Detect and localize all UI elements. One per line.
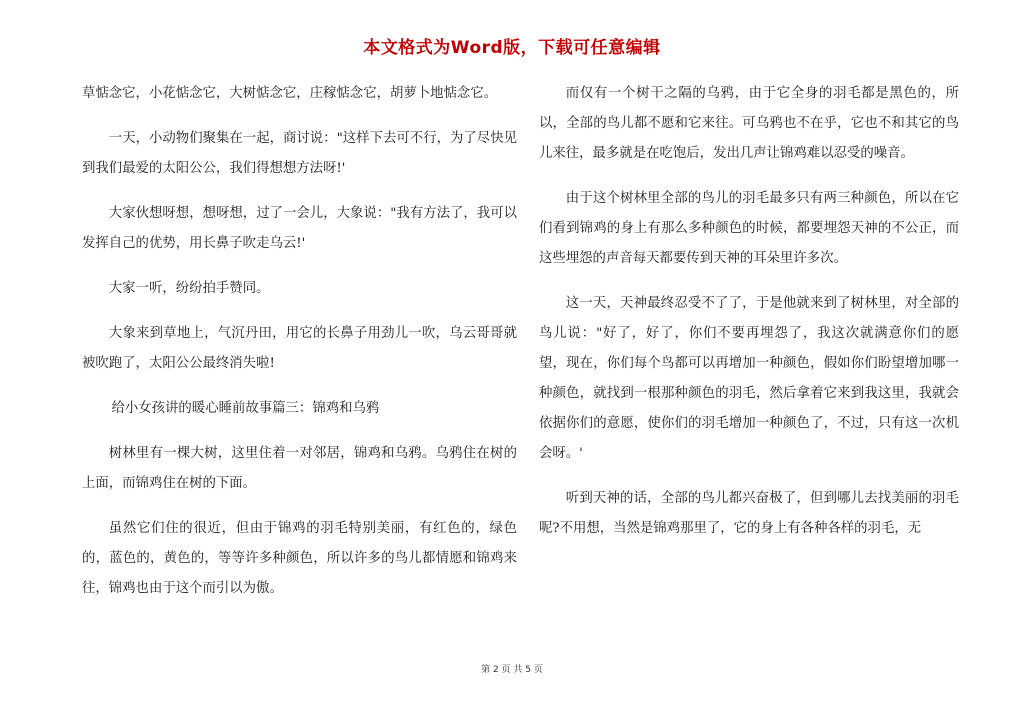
right-column bbox=[539, 79, 959, 559]
paragraph: 大家伙想呀想，想呀想，过了一会儿，大象说："我有方法了，我可以发挥自己的优势，用长鼻子吹走乌云!' bbox=[82, 206, 517, 251]
section-heading: 给小女孩讲的暖心睡前故事篇三：锦鸡和乌鸦 bbox=[111, 401, 380, 416]
paragraph: 而仅有一个树干之隔的乌鸦，由于它全身的羽毛都是黑色的，所以，全部的鸟儿都不愿和它来往。可乌鸦也不在乎，它也不和其它的鸟儿来往，最多就是在吃饱后，发出几声让锦鸡难以忍受的噪音。 bbox=[539, 86, 959, 161]
paragraph: 一天，小动物们聚集在一起，商讨说："这样下去可不行，为了尽快见到我们最爱的太阳公公，我们得想想方法呀!' bbox=[82, 131, 517, 176]
page-number: 第 2 页 共 5 页 bbox=[481, 665, 543, 675]
left-column bbox=[82, 79, 517, 619]
paragraph: 虽然它们住的很近，但由于锦鸡的羽毛特别美丽，有红色的，绿色的，蓝色的，黄色的，等等许多种颜色，所以许多的鸟儿都情愿和锦鸡来往，锦鸡也由于这个而引以为傲。 bbox=[82, 521, 517, 596]
paragraph: 树林里有一棵大树，这里住着一对邻居，锦鸡和乌鸦。乌鸦住在树的上面，而锦鸡住在树的下面。 bbox=[82, 446, 517, 491]
paragraph: 大象来到草地上，气沉丹田，用它的长鼻子用劲儿一吹，乌云哥哥就被吹跑了，太阳公公最终消失啦! bbox=[82, 326, 517, 371]
paragraph: 听到天神的话，全部的鸟儿都兴奋极了，但到哪儿去找美丽的羽毛呢?不用想，当然是锦鸡那里了，它的身上有各种各样的羽毛，无 bbox=[539, 491, 959, 536]
paragraph: 草惦念它，小花惦念它，大树惦念它，庄稼惦念它，胡萝卜地惦念它。 bbox=[82, 86, 498, 101]
document-banner: 本文格式为Word版，下载可任意编辑 bbox=[363, 38, 661, 58]
paragraph: 这一天，天神最终忍受不了了，于是他就来到了树林里，对全部的鸟儿说："好了，好了，你们不要再埋怨了，我这次就满意你们的愿望，现在，你们每个鸟都可以再增加一种颜色，假如你们盼望增加哪一种颜色，就找到一根那种颜色的羽毛，然后拿着它来到我这里，我就会依据你们的意愿，使你们的羽毛增加一种颜色了，不过，只有这一次机会呀。' bbox=[539, 296, 959, 461]
paragraph: 由于这个树林里全部的鸟儿的羽毛最多只有两三种颜色，所以在它们看到锦鸡的身上有那么多种颜色的时候，都要埋怨天神的不公正，而这些埋怨的声音每天都要传到天神的耳朵里许多次。 bbox=[539, 191, 959, 266]
paragraph: 大家一听，纷纷拍手赞同。 bbox=[108, 281, 270, 296]
